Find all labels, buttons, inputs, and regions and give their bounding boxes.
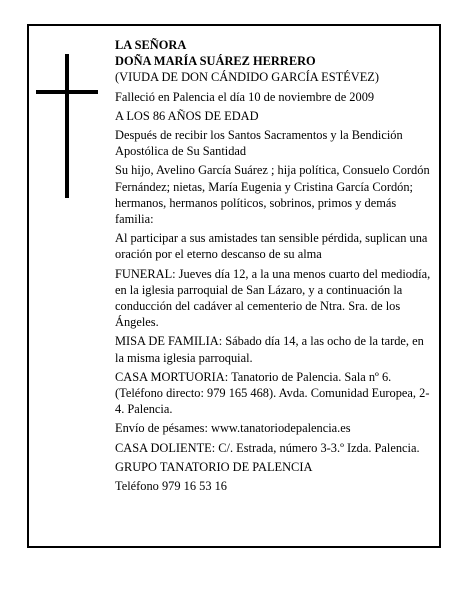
phone: Teléfono 979 16 53 16 — [115, 479, 228, 494]
mourning-house: CASA DOLIENTE: C/. Estrada, número 3-3.º Izda. Palencia. — [115, 440, 420, 455]
funeral: FUNERAL: Jueves día 12, a la una menos cuarto del mediodía, en la iglesia parroquial de San Lázaro, y a continuación la conducción del cadáver al cementerio de Ntra. Sra. de los Ángeles. — [115, 266, 431, 330]
family-mass: MISA DE FAMILIA: Sábado día 14, a las ocho de la tarde, en la misma iglesia parroquial. — [115, 334, 424, 365]
sacraments: Después de recibir los Santos Sacramentos y la Bendición Apostólica de Su Santidad — [115, 128, 403, 159]
family: Su hijo, Avelino García Suárez ; hija política, Consuelo Cordón Fernández; nietas, María Eugenia y Cristina García Cordón; hermanos, hermanos políticos, sobrinos, primos y demás familia: — [115, 163, 430, 227]
death-date: Falleció en Palencia el día 10 de noviembre de 2009 — [115, 89, 375, 104]
deceased-name: DOÑA MARÍA SUÁREZ HERRERO — [115, 54, 316, 69]
cross-icon — [36, 54, 96, 198]
mortuary: CASA MORTUORIA: Tanatorio de Palencia. Sala nº 6. (Teléfono directo: 979 165 468). Avda. Comunidad Europea, 2-4. Palencia. — [115, 369, 430, 417]
age: A LOS 86 AÑOS DE EDAD — [115, 108, 259, 123]
group: GRUPO TANATORIO DE PALENCIA — [115, 459, 313, 474]
condolences: Envío de pésames: www.tanatoriodepalencia.es — [115, 421, 351, 436]
obituary-text — [115, 37, 433, 497]
widow-of: (VIUDA DE DON CÁNDIDO GARCÍA ESTÉVEZ) — [115, 70, 379, 85]
notice-title: LA SEÑORA — [115, 38, 187, 52]
request: Al participar a sus amistades tan sensible pérdida, suplican una oración por el eterno descanso de su alma — [115, 231, 428, 262]
